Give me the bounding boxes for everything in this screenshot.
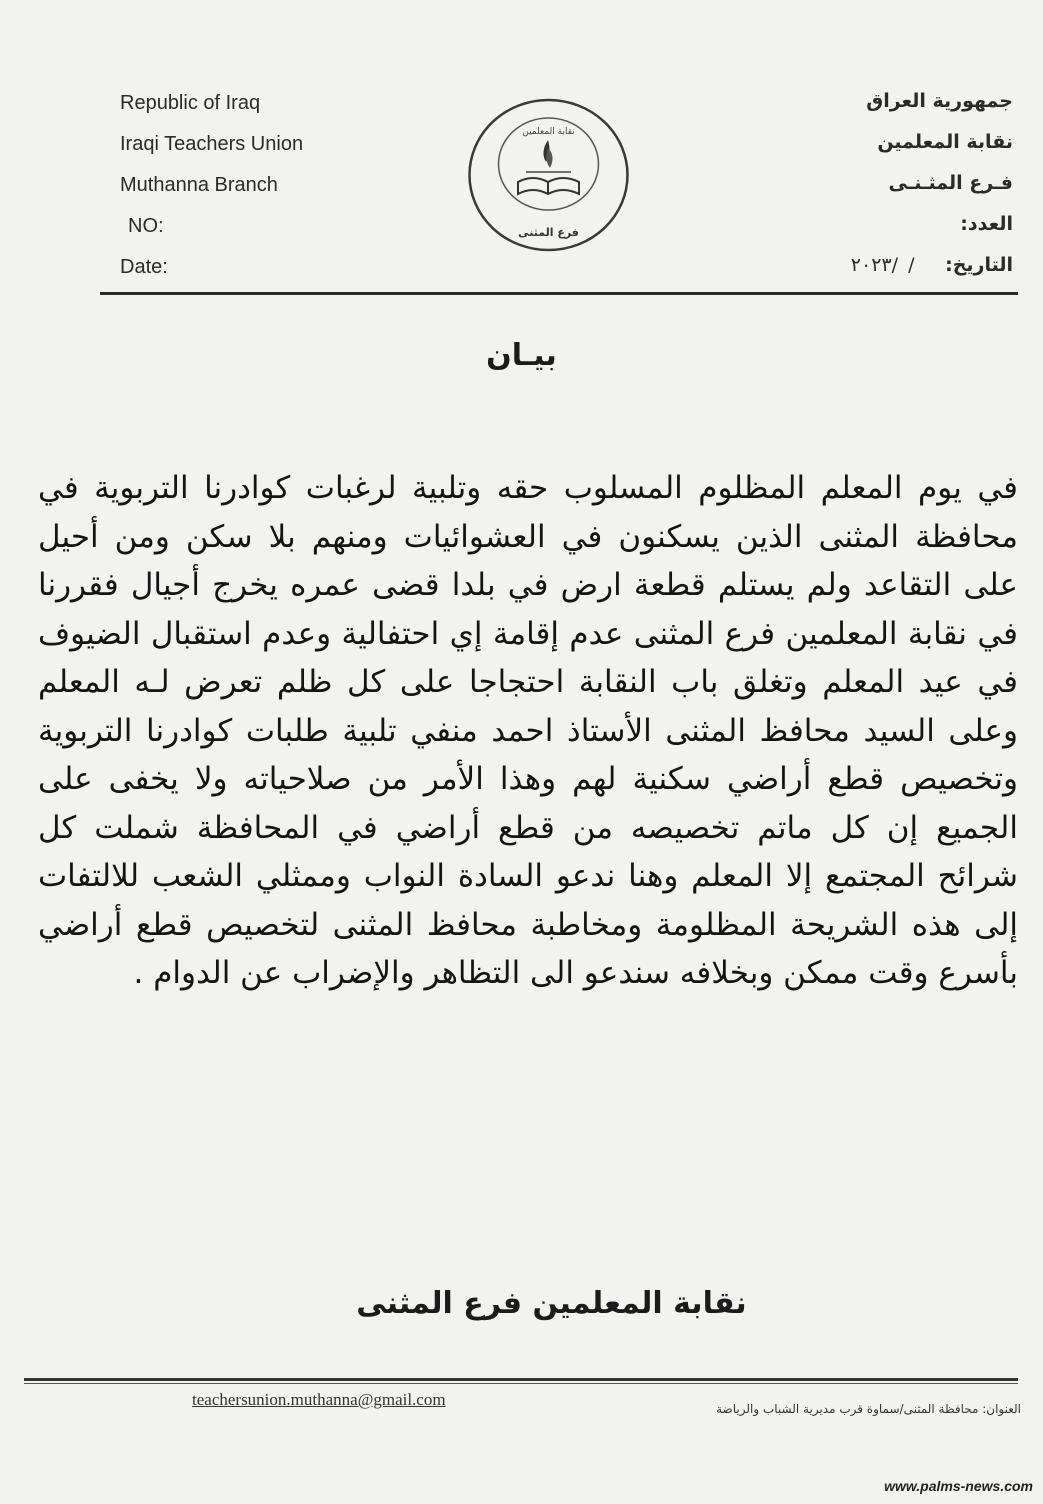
footer-divider-thin	[24, 1383, 1018, 1384]
english-country: Republic of Iraq	[120, 92, 261, 114]
arabic-union: نقابة المعلمين	[877, 131, 1013, 153]
seal-bottom-text: فرع المثنى	[518, 226, 579, 239]
teachers-union-seal-icon	[466, 96, 631, 254]
arabic-branch: فـرع المثـنـى	[888, 172, 1013, 194]
arabic-date-row	[851, 248, 1013, 289]
english-number-label: NO:	[128, 215, 164, 237]
header-divider	[100, 292, 1018, 295]
arabic-date-value: / /٢٠٢٣	[850, 254, 915, 276]
arabic-date-label: التاريخ:	[945, 254, 1013, 276]
seal-top-text: نقابة المعلمين	[522, 127, 575, 137]
signature: نقابة المعلمين فرع المثنى	[356, 1286, 747, 1321]
arabic-number-label: العدد:	[960, 213, 1013, 235]
statement-title: بيـان	[486, 338, 557, 373]
footer-email[interactable]: teachersunion.muthanna@gmail.com	[192, 1390, 446, 1409]
site-watermark: www.palms-news.com	[884, 1478, 1033, 1494]
english-union: Iraqi Teachers Union	[120, 133, 304, 155]
arabic-letterhead	[851, 84, 1013, 289]
arabic-country: جمهورية العراق	[866, 90, 1013, 112]
footer-divider	[24, 1378, 1018, 1381]
statement-body: في يوم المعلم المظلوم المسلوب حقه وتلبية لرغبات كوادرنا التربوية في محافظة المثنى الذين يسكنون في العشوائيات ومنهم بلا سكن ومن أحيل على التقاعد ولم يستلم قطعة ارض في بلدا قضى عمره يخرج أجيال فقررنا في نقابة المعلمين فرع المثنى عدم إقامة إي احتفالية وعدم استقبال الضيوف في عيد المعلم وتغلق باب النقابة احتجاجا على كل ظلم تعرض لـه المعلم وعلى السيد محافظ المثنى الأستاذ احمد منفي تلبية طلبات كوادرنا التربوية وتخصيص قطع أراضي سكنية لهم وهذا الأمر من صلاحياته ولا يخفى على الجميع إن كل ماتم تخصيصه من قطع أراضي في المحافظة شملت كل شرائح المجتمع إلا المعلم وهنا ندعو السادة النواب وممثلي الشعب للالتفات إلى هذه الشريحة المظلومة ومخاطبة محافظ المثنى لتخصيص قطع أراضي بأسرع وقت ممكن وبخلافه سندعو الى التظاهر والإضراب عن الدوام .	[38, 470, 1018, 991]
english-branch: Muthanna Branch	[120, 174, 278, 196]
footer-address: العنوان: محافظة المثنى/سماوة قرب مديرية الشباب والرياضة	[716, 1402, 1021, 1416]
english-date-label: Date:	[120, 256, 168, 278]
english-letterhead	[120, 88, 303, 293]
